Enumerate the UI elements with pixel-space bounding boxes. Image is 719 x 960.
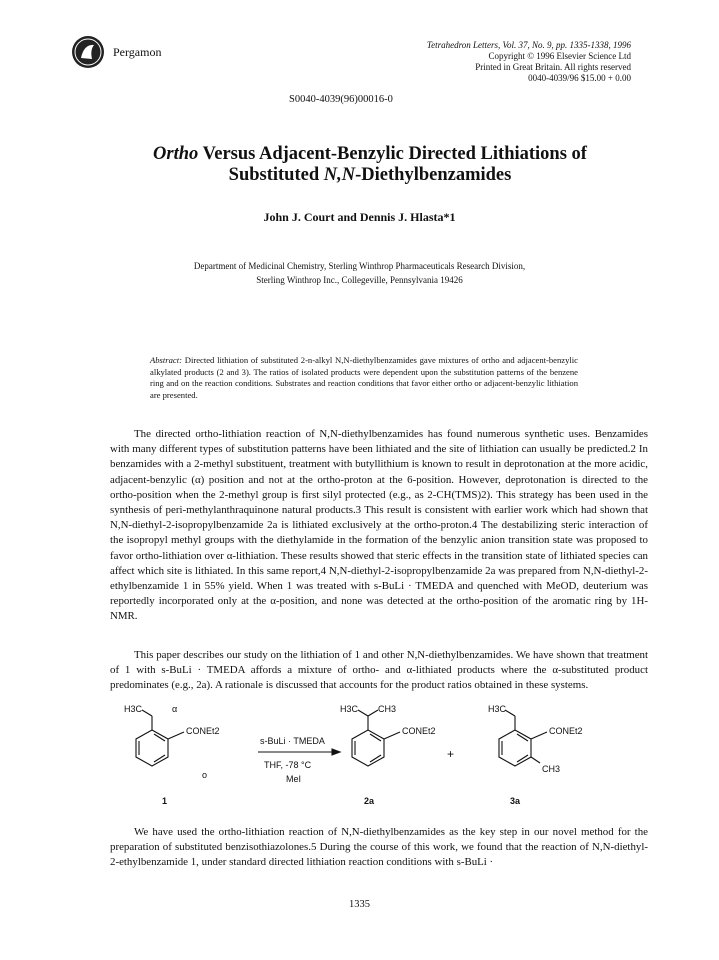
paragraph-2: This paper describes our study on the lithiation of 1 and other N,N-diethylbenzamides. We have shown that treatment of 1 with s-BuLi · TMEDA affords a mixture of ortho- and α-lithiated products where the α-substituted product predominates (e.g., 2a). A rationale is discussed that accounts for the product ratios obtained in these systems. [110,649,648,692]
h3c-label-1: H3C [124,704,143,714]
reaction-scheme [110,704,650,816]
reagent-below-2: MeI [286,774,302,784]
title-line1: Versus Adjacent-Benzylic Directed Lithiations of [198,144,587,164]
title-line2b: N,N [323,165,356,185]
conet2-label-2: CONEt2 [402,726,436,736]
doi: S0040-4039(96)00016-0 [289,94,393,105]
affiliation [0,259,719,287]
paragraph-3: We have used the ortho-lithiation reaction of N,N-diethylbenzamides as the key step in our novel method for the preparation of substituted benzisothiazolones.5 During the course of this work, we found that the reaction of N,N-diethyl-2-ethylbenzamide 1, under standard directed lithiation reaction conditions with s-BuLi · [110,826,648,869]
reagent-above: s-BuLi · TMEDA [260,736,325,746]
journal-info [427,40,631,84]
journal-citation: Tetrahedron Letters, Vol. 37, No. 9, pp. 1335-1338, 1996 [426,40,631,50]
title-line2a: Substituted [228,165,324,185]
ch3-label-2: CH3 [378,704,397,714]
printed-line: Printed in Great Britain. All rights reserved [475,62,631,72]
affiliation-line1: Department of Medicinal Chemistry, Sterling Winthrop Pharmaceuticals Research Division, [193,261,526,271]
compound-label-1: 1 [162,796,168,806]
h3c-label-3: H3C [488,704,507,714]
alpha-label: α [172,704,178,714]
authors: John J. Court and Dennis J. Hlasta*1 [263,210,456,224]
abstract-label: Abstract: [150,355,182,365]
plus-sign: + [447,747,455,761]
page-number: 1335 [349,899,370,910]
pergamon-logo [70,34,106,70]
copyright-line: Copyright © 1996 Elsevier Science Ltd [488,51,631,61]
conet2-label-3: CONEt2 [549,726,583,736]
h3c-label-2: H3C [340,704,359,714]
ch3-label-3: CH3 [542,764,561,774]
affiliation-line2: Sterling Winthrop Inc., Collegeville, Pennsylvania 19426 [256,275,463,285]
compound-label-3a: 3a [510,796,521,806]
paper-title [80,144,660,186]
paragraph-1: The directed ortho-lithiation reaction of N,N-diethylbenzamides has found numerous synthetic uses. Benzamides with many different types of substitution patterns have been lithiated and the site of lithiation can usually be predicted.2 In benzamides with a 2-methyl substituent, treatment with butyllithium is known to result in deprotonation at the more acidic, adjacent-benzylic (α) position and not at the ortho-proton at the 6-position. However, deprotonation is directed to the ortho-position when the 2-methyl group is first silyl protected (e.g., as 2-CH(TMS)2). This strategy has been used in the synthesis of peri-methylanthraquinone natural products.3 This result is consistent with earlier work which had shown that N,N-diethyl-2-isopropylbenzamide 2a is lithiated exclusively at the ortho-proton.4 The destabilizing steric interaction of the isopropyl methyl groups with the diethylamide in the formation of the benzylic anion transition state was proposed to favor ortho-lithiation over α-lithiation. These results showed that steric effects in the transition state of lithiated species can affect which site is lithiated. In this same report,4 N,N-diethyl-2-isopropylbenzamide 2a was prepared from N,N-diethyl-2-ethylbenzamide 1 in 55% yield. When 1 was treated with s-BuLi · TMEDA and quenched with MeOD, deuterium was reportedly incorporated only at the α-position, and none was detected at the ortho-position of the aromatic ring by 1H-NMR. [110,428,648,623]
conet2-label-1: CONEt2 [186,726,220,736]
title-line2c: -Diethylbenzamides [355,165,512,185]
price-line: 0040-4039/96 $15.00 + 0.00 [528,73,631,83]
abstract [150,355,578,401]
abstract-text: Directed lithiation of substituted 2-n-alkyl N,N-diethylbenzamides gave mixtures of ortho and adjacent-benzylic alkylated products (2 and 3). The ratios of isolated products were dependent upon the substitution patterns of the benzene ring and on the reaction conditions. Substrates and reaction conditions that favor either ortho or adjacent-benzylic lithiation are presented. [150,355,578,400]
ortho-label: o [202,770,208,780]
publisher-name: Pergamon [113,45,162,59]
title-ortho: Ortho [153,144,199,164]
reagent-below-1: THF, -78 °C [264,760,312,770]
compound-label-2a: 2a [364,796,375,806]
